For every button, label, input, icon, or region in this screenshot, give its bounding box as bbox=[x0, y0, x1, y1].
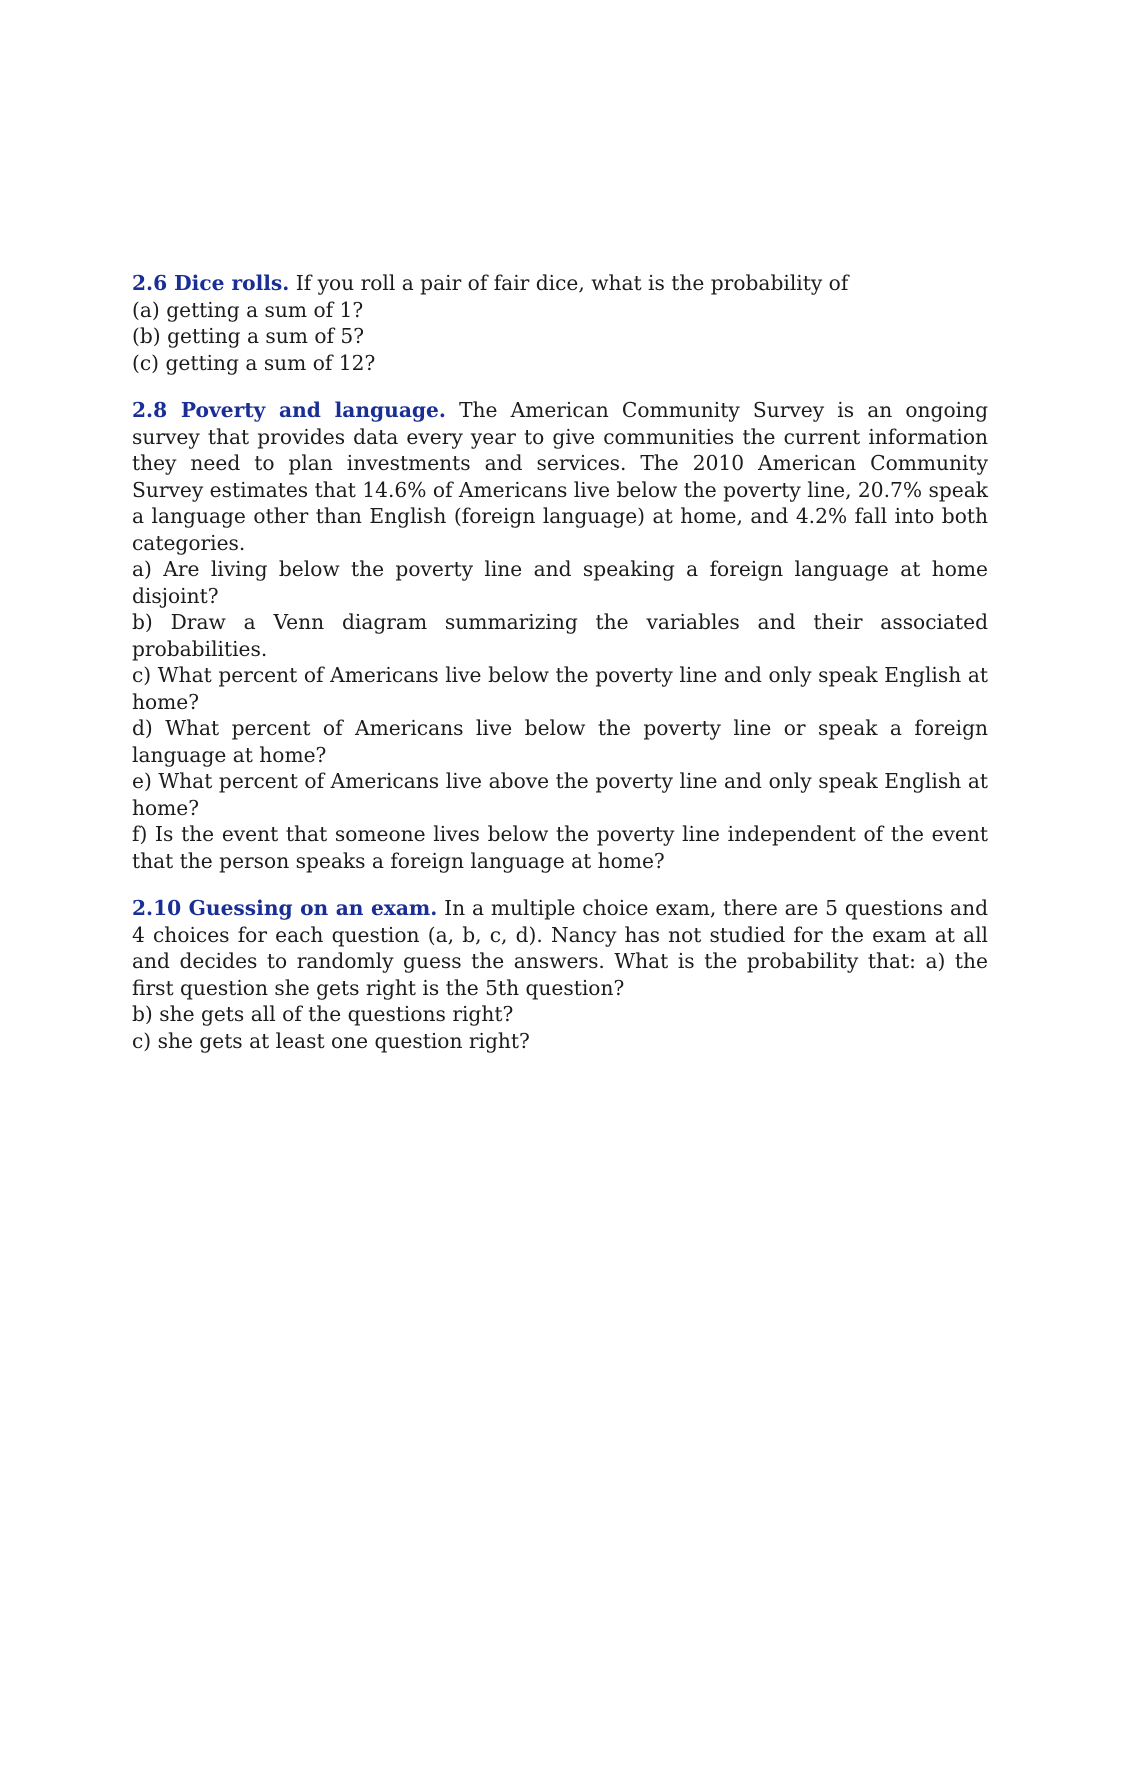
problem-part: d) What percent of Americans live below the poverty line or speak a foreign language at home? bbox=[132, 716, 988, 767]
problem-part: c) she gets at least one question right? bbox=[132, 1028, 530, 1053]
problem-2-6 bbox=[132, 270, 988, 376]
problem-intro bbox=[132, 270, 988, 297]
problem-intro-text: In a multiple choice exam, there are 5 questions and 4 choices for each question (a, b, c, d). Nancy has not studied for the exam at all and decides to randomly guess the answers. What is the probability that: a) the first question she gets right is the 5th question? bbox=[132, 896, 988, 1000]
problem-heading bbox=[132, 398, 446, 422]
problem-part: f) Is the event that someone lives below the poverty line independent of the event that the person speaks a foreign language at home? bbox=[132, 822, 988, 873]
problem-title: Dice rolls. bbox=[174, 271, 290, 295]
problem-number: 2.8 bbox=[132, 398, 168, 422]
problem-2-10 bbox=[132, 895, 988, 1054]
problem-part: c) What percent of Americans live below the poverty line and only speak English at home? bbox=[132, 663, 988, 714]
problem-part: a) Are living below the poverty line and speaking a foreign language at home disjoint? bbox=[132, 557, 988, 608]
problem-heading bbox=[132, 896, 437, 920]
problem-number: 2.6 bbox=[132, 271, 168, 295]
problem-number: 2.10 bbox=[132, 896, 182, 920]
problem-intro-text: The American Community Survey is an ongoing survey that provides data every year to give communities the current information they need to plan investments and services. The 2010 American Community Survey estimates that 14.6% of Americans live below the poverty line, 20.7% speak a language other than English (foreign language) at home, and 4.2% fall into both categories. bbox=[132, 398, 988, 555]
problem-part: b) Draw a Venn diagram summarizing the variables and their associated probabilities. bbox=[132, 610, 988, 661]
problem-title: Guessing on an exam. bbox=[188, 896, 438, 920]
problem-title: Poverty and language. bbox=[180, 398, 446, 422]
problem-intro bbox=[132, 397, 988, 556]
problem-heading bbox=[132, 271, 289, 295]
problem-intro bbox=[132, 895, 988, 1001]
problem-intro-text: If you roll a pair of fair dice, what is the probability of bbox=[295, 271, 849, 295]
problem-part: (b) getting a sum of 5? bbox=[132, 324, 365, 348]
problem-part: (c) getting a sum of 12? bbox=[132, 350, 376, 375]
problem-list bbox=[132, 270, 988, 1075]
problem-part: (a) getting a sum of 1? bbox=[132, 297, 364, 322]
problem-2-8 bbox=[132, 397, 988, 874]
problem-part: e) What percent of Americans live above the poverty line and only speak English at home? bbox=[132, 769, 988, 820]
problem-part: b) she gets all of the questions right? bbox=[132, 1002, 514, 1026]
